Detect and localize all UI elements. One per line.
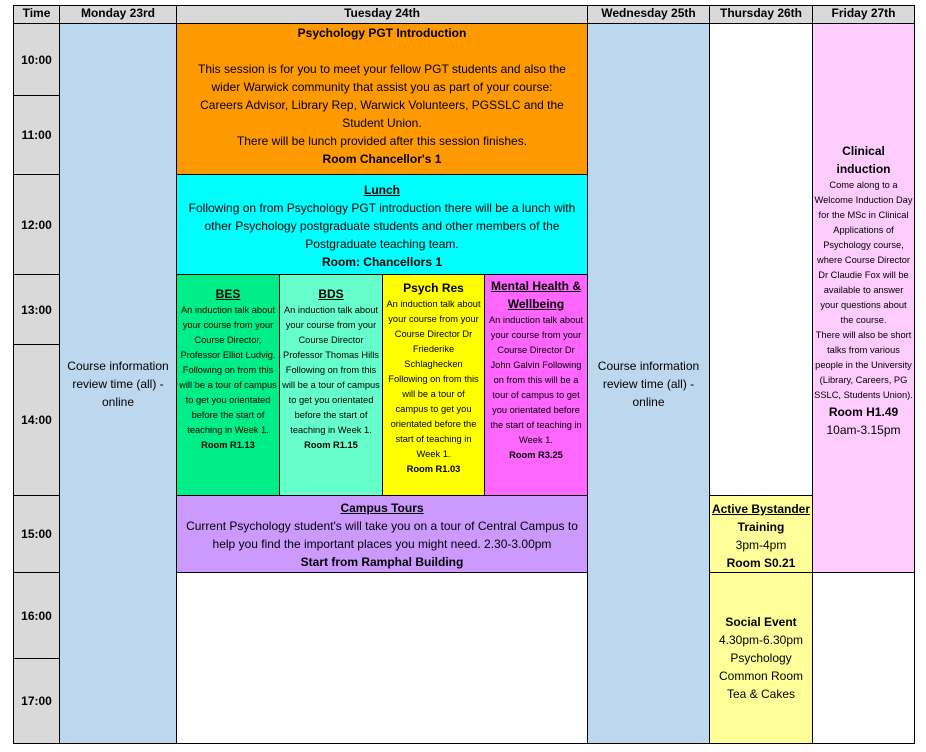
active-bystander-title2: Training <box>737 520 785 534</box>
thursday-empty-slot <box>709 23 813 496</box>
lunch-title: Lunch <box>364 183 400 197</box>
psych-res-body: An induction talk about your course from your Course Director Dr Friederike Schlaghecken Following on from this will be a tour of campus to get you orientated before the start of teaching in Week 1. <box>386 299 481 459</box>
intro-title: Psychology PGT Introduction <box>297 26 467 40</box>
psych-res-title: Psych Res <box>403 281 464 295</box>
active-bystander-time: 3pm-4pm <box>735 538 787 552</box>
tuesday-empty-slot <box>176 572 588 744</box>
wednesday-online-text: Course information review time (all) - online <box>597 358 700 409</box>
event-mental-health <box>484 274 588 496</box>
clinical-title: Clinical induction <box>836 144 891 176</box>
social-title: Social Event <box>725 615 797 629</box>
bes-title: BES <box>215 287 241 301</box>
mental-health-room: Room R3.25 <box>509 450 563 460</box>
monday-online-text: Course information review time (all) - online <box>67 358 169 409</box>
lunch-room: Room: Chancellors 1 <box>321 255 443 269</box>
header-time: Time <box>13 5 60 24</box>
clinical-time: 10am-3.15pm <box>826 423 901 437</box>
lunch-body: Following on from Psychology PGT introduction there will be a lunch with other Psychology postgraduate students and other members of the Postgraduate teaching team. <box>188 201 576 251</box>
psych-res-room: Room R1.03 <box>406 464 461 474</box>
social-place: Psychology Common Room <box>718 651 804 683</box>
time-slot: 15:00 <box>13 495 60 573</box>
clinical-body: Come along to a Welcome Induction Day for the MSc in Clinical Applications of Psychology course, where Course Director Dr Claudie Fox will be available to answer your questions about the course. <box>814 180 913 325</box>
time-slot: 17:00 <box>13 658 60 744</box>
social-extra: Tea & Cakes <box>726 687 796 701</box>
wednesday-online-review <box>587 23 710 744</box>
event-campus-tours <box>176 495 588 573</box>
time-slot: 12:00 <box>13 174 60 275</box>
header-wednesday: Wednesday 25th <box>587 5 710 24</box>
bes-body: An induction talk about your course from your Course Director, Professor Elliot Ludvig. Following on from this will be a tour of campus to get you orientated before the start of teaching in Week 1. <box>179 305 277 435</box>
event-bds <box>279 274 383 496</box>
intro-room: Room Chancellor's 1 <box>322 152 442 166</box>
bes-room: Room R1.13 <box>201 440 255 450</box>
event-clinical-induction <box>812 23 915 573</box>
bds-title: BDS <box>318 287 344 301</box>
bds-room: Room R1.15 <box>304 440 358 450</box>
header-thursday: Thursday 26th <box>709 5 813 24</box>
event-social <box>709 572 813 744</box>
monday-online-review <box>59 23 177 744</box>
intro-body: This session is for you to meet your fellow PGT students and also the wider Warwick community that assist you as part of your course: Careers Advisor, Library Rep, Warwick Volunteers, PGSSLC and the Student Union. <box>198 62 566 130</box>
header-monday: Monday 23rd <box>59 5 177 24</box>
mental-health-title: Mental Health & Wellbeing <box>490 279 581 311</box>
friday-empty-slot <box>812 572 915 744</box>
event-pgt-introduction <box>176 23 588 175</box>
campus-tours-body: Current Psychology student's will take you on a tour of Central Campus to help you find the important places you might need. 2.30-3.00pm <box>186 519 578 551</box>
bds-body: An induction talk about your course from your Course Director Professor Thomas Hills Following on from this will be a tour of campus to get you orientated before the start of teaching in Week 1. <box>282 305 380 435</box>
active-bystander-room: Room S0.21 <box>726 556 796 570</box>
header-tuesday: Tuesday 24th <box>176 5 588 24</box>
clinical-room: Room H1.49 <box>828 405 899 419</box>
time-slot: 11:00 <box>13 95 60 175</box>
header-friday: Friday 27th <box>812 5 915 24</box>
intro-lunch-note: There will be lunch provided after this session finishes. <box>236 134 528 148</box>
clinical-body2: There will also be short talks from various people in the University (Library, Careers, PG SSLC, Students Union). <box>814 330 913 400</box>
event-active-bystander <box>709 495 813 573</box>
mental-health-body: An induction talk about your course from your Course Director Dr John Galvin Following on from this will be a tour of campus to get you orientated before the start of teaching in Week 1. <box>488 315 584 445</box>
campus-tours-start: Start from Ramphal Building <box>300 555 464 569</box>
time-slot: 10:00 <box>13 23 60 96</box>
event-bes <box>176 274 280 496</box>
social-time: 4.30pm-6.30pm <box>718 633 804 647</box>
campus-tours-title: Campus Tours <box>340 501 424 515</box>
active-bystander-title: Active Bystander <box>711 502 811 516</box>
time-slot: 13:00 <box>13 274 60 345</box>
time-slot: 14:00 <box>13 344 60 496</box>
event-psych-res <box>382 274 485 496</box>
time-slot: 16:00 <box>13 572 60 659</box>
event-lunch <box>176 174 588 275</box>
